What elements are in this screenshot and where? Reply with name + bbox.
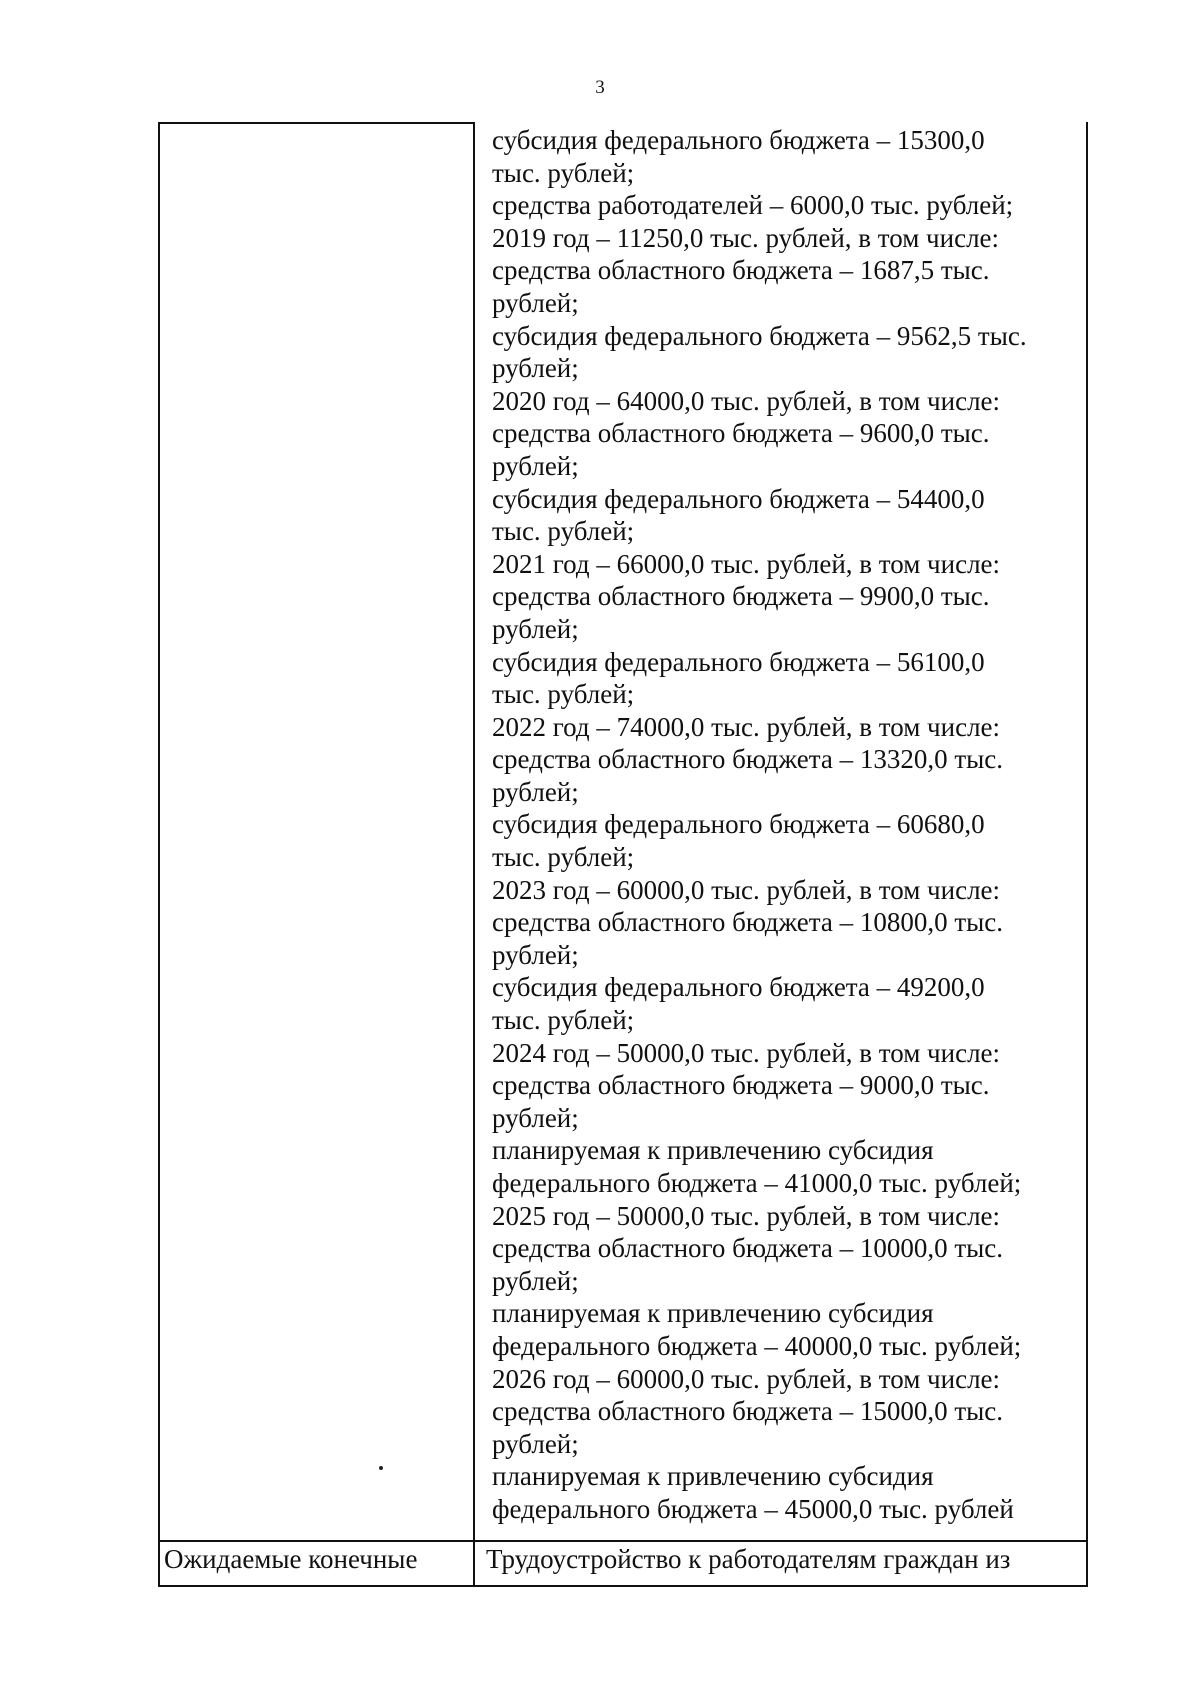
financing-line: субсидия федерального бюджета – 60680,0 <box>492 809 985 840</box>
page-number: 3 <box>595 77 605 98</box>
financing-line: федерального бюджета – 41000,0 тыс. рублей; <box>492 1168 1022 1198</box>
financing-line: планируемая к привлечению субсидия <box>492 1298 934 1329</box>
financing-line: рублей; <box>492 1102 579 1133</box>
financing-line: планируемая к привлечению субсидия <box>492 1135 934 1166</box>
financing-line: рублей; <box>492 1265 579 1296</box>
financing-line: тыс. рублей; <box>492 679 635 710</box>
results-row-text: Трудоустройство к работодателям граждан из <box>486 1544 1011 1574</box>
table-border-top-left <box>158 122 473 124</box>
financing-line: тыс. рублей; <box>492 516 635 547</box>
financing-line: 2026 год – 60000,0 тыс. рублей, в том числе: <box>492 1363 1001 1394</box>
financing-line: средства областного бюджета – 10000,0 тыс. <box>492 1233 1004 1264</box>
financing-line: рублей; <box>492 776 579 807</box>
financing-line: тыс. рублей; <box>492 842 635 873</box>
stray-dot-mark <box>379 1466 383 1470</box>
financing-line: средства областного бюджета – 9000,0 тыс. <box>492 1070 990 1101</box>
financing-line: средства областного бюджета – 13320,0 тыс. <box>492 744 1004 775</box>
financing-cell <box>492 124 1082 1526</box>
financing-line: тыс. рублей; <box>492 1005 635 1036</box>
table-border-right <box>1086 122 1088 1587</box>
financing-line: средства областного бюджета – 10800,0 тыс. <box>492 907 1004 938</box>
financing-line: субсидия федерального бюджета – 54400,0 <box>492 483 985 514</box>
financing-line: рублей; <box>492 353 579 384</box>
financing-line: 2024 год – 50000,0 тыс. рублей, в том числе: <box>492 1037 1001 1068</box>
financing-line: рублей; <box>492 939 579 970</box>
financing-line: средства областного бюджета – 9600,0 тыс. <box>492 418 990 449</box>
financing-line: средства областного бюджета – 9900,0 тыс. <box>492 581 990 612</box>
financing-line: средства областного бюджета – 15000,0 тыс. <box>492 1396 1004 1427</box>
financing-line: рублей; <box>492 1428 579 1459</box>
financing-line: федерального бюджета – 40000,0 тыс. рублей; <box>492 1330 1022 1361</box>
financing-line: средства работодателей – 6000,0 тыс. рублей; <box>492 190 1014 221</box>
financing-line: 2023 год – 60000,0 тыс. рублей, в том числе: <box>492 874 1001 905</box>
table-column-divider <box>473 122 475 1587</box>
financing-line: тыс. рублей; <box>492 157 635 188</box>
financing-line: субсидия федерального бюджета – 9562,5 тыс. <box>492 320 1027 351</box>
financing-line: субсидия федерального бюджета – 49200,0 <box>492 972 985 1003</box>
financing-line: 2020 год – 64000,0 тыс. рублей, в том числе: <box>492 385 1001 416</box>
financing-line: субсидия федерального бюджета – 15300,0 <box>492 125 985 155</box>
financing-line: 2022 год – 74000,0 тыс. рублей, в том числе: <box>492 711 1001 742</box>
financing-line: 2019 год – 11250,0 тыс. рублей, в том числе: <box>492 222 1000 253</box>
financing-line: федерального бюджета – 45000,0 тыс. рублей <box>492 1493 1014 1524</box>
financing-line: рублей; <box>492 613 579 644</box>
results-row-label: Ожидаемые конечные <box>164 1544 418 1574</box>
table-border-bottom <box>158 1585 1088 1587</box>
financing-line: планируемая к привлечению субсидия <box>492 1461 934 1492</box>
financing-line: 2025 год – 50000,0 тыс. рублей, в том числе: <box>492 1200 1001 1231</box>
table-border-left <box>158 122 160 1587</box>
financing-line: 2021 год – 66000,0 тыс. рублей, в том числе: <box>492 548 1001 579</box>
financing-line: средства областного бюджета – 1687,5 тыс. <box>492 255 990 286</box>
financing-line: субсидия федерального бюджета – 56100,0 <box>492 646 985 677</box>
financing-line: рублей; <box>492 450 579 481</box>
financing-line: рублей; <box>492 287 579 318</box>
